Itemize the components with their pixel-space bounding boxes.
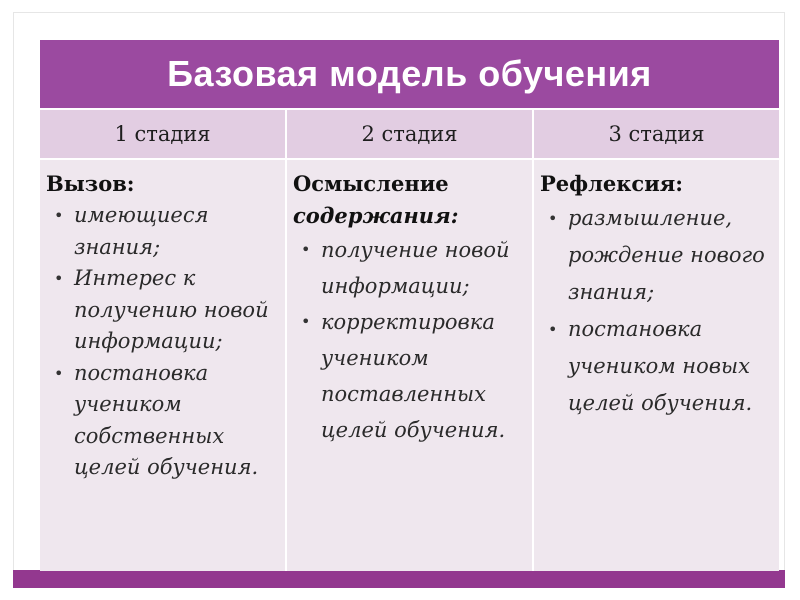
bullet-icon: •	[54, 363, 64, 383]
list-item-text: Интерес к получению новой информации;	[74, 266, 269, 353]
stage-header-2: 2 стадия	[286, 109, 533, 159]
list-item-text: постановка учеником собственных целей обучения.	[74, 360, 259, 479]
stage-heading-1-text: Вызов:	[46, 171, 135, 196]
list-item-text: постановка учеником новых целей обучения.	[568, 317, 753, 415]
bullet-icon: •	[54, 206, 64, 225]
bullet-icon: •	[301, 240, 311, 259]
list-item-text: имеющиеся знания;	[74, 203, 209, 259]
list-item	[540, 200, 773, 311]
stage-heading-2	[293, 168, 526, 232]
stage-2-bullet-list	[293, 232, 526, 448]
stage-heading-1	[46, 168, 279, 200]
list-item-text: размышление, рождение нового знания;	[568, 206, 765, 304]
stage-content-1	[40, 159, 286, 571]
stage-3-bullet-list	[540, 200, 773, 422]
bullet-icon: •	[548, 320, 558, 339]
learning-model-table	[40, 40, 779, 571]
bullet-icon: •	[548, 209, 558, 228]
list-item-text: получение новой информации;	[321, 238, 510, 298]
list-item	[46, 263, 279, 358]
list-item	[293, 232, 526, 304]
list-item-text: корректировка учеником поставленных целей обучения.	[321, 310, 506, 442]
list-item	[46, 200, 279, 263]
bullet-icon: •	[301, 312, 311, 331]
stage-1-bullet-list	[46, 200, 279, 484]
list-item	[540, 311, 773, 422]
stage-heading-3-text: Рефлексия:	[540, 171, 684, 196]
list-item	[46, 358, 279, 484]
stage-content-2	[286, 159, 533, 571]
stage-header-1: 1 стадия	[40, 109, 286, 159]
bottom-accent-bar	[13, 570, 785, 588]
table-title: Базовая модель обучения	[40, 40, 779, 109]
list-item	[293, 304, 526, 448]
stage-header-3: 3 стадия	[533, 109, 779, 159]
bullet-icon: •	[54, 269, 64, 288]
stage-heading-2-text: Осмысление	[293, 171, 449, 196]
stage-heading-2-italic: содержания:	[293, 203, 459, 228]
stage-content-3	[533, 159, 779, 571]
stage-heading-3	[540, 168, 773, 200]
